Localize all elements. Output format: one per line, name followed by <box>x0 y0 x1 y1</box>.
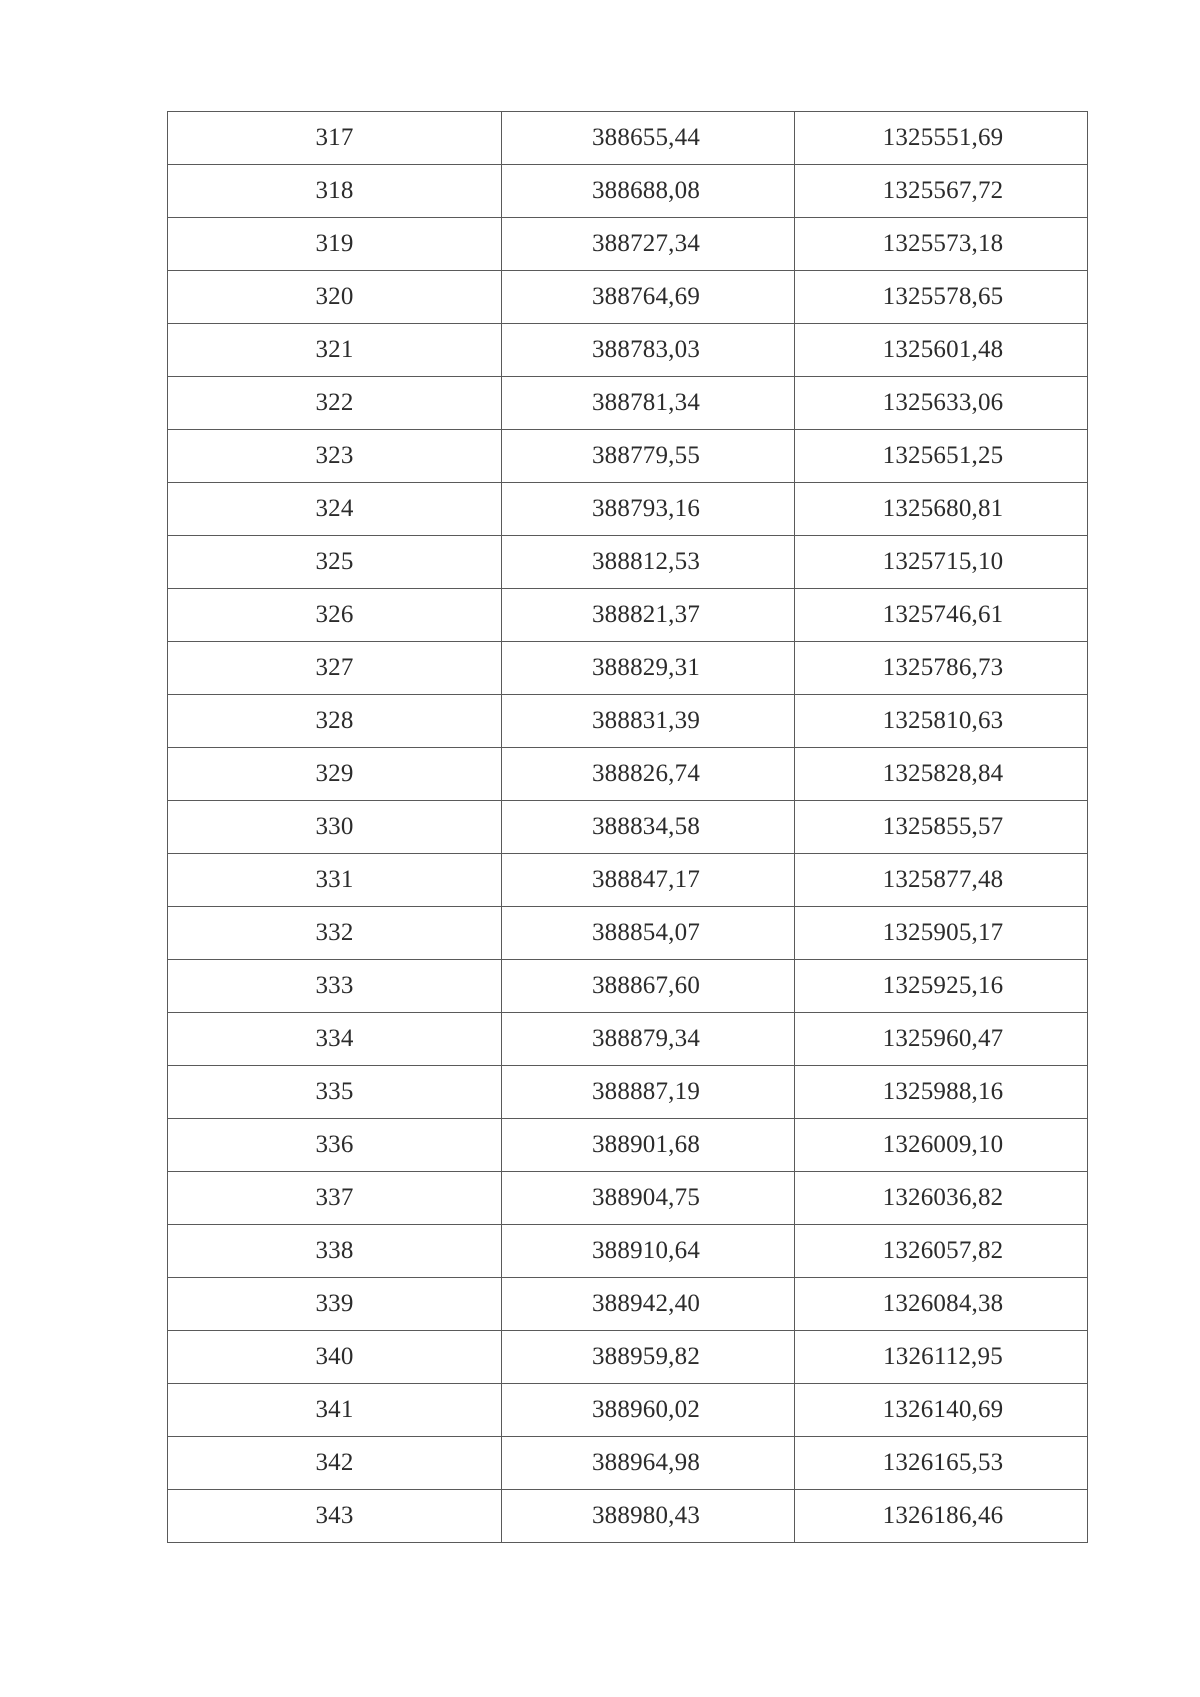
y-coordinate-cell: 1325925,16 <box>795 960 1088 1013</box>
x-coordinate-cell: 388854,07 <box>502 907 795 960</box>
y-coordinate-cell: 1325877,48 <box>795 854 1088 907</box>
point-number-cell: 329 <box>168 748 502 801</box>
x-coordinate-cell: 388960,02 <box>502 1384 795 1437</box>
point-number-cell: 330 <box>168 801 502 854</box>
point-number-cell: 322 <box>168 377 502 430</box>
point-number-cell: 332 <box>168 907 502 960</box>
point-number-cell: 338 <box>168 1225 502 1278</box>
x-coordinate-cell: 388834,58 <box>502 801 795 854</box>
point-number-cell: 331 <box>168 854 502 907</box>
y-coordinate-cell: 1326140,69 <box>795 1384 1088 1437</box>
y-coordinate-cell: 1325578,65 <box>795 271 1088 324</box>
y-coordinate-cell: 1326009,10 <box>795 1119 1088 1172</box>
table-row <box>168 112 1088 165</box>
table-row <box>168 960 1088 1013</box>
point-number-cell: 343 <box>168 1490 502 1543</box>
x-coordinate-cell: 388655,44 <box>502 112 795 165</box>
y-coordinate-cell: 1325988,16 <box>795 1066 1088 1119</box>
y-coordinate-cell: 1325905,17 <box>795 907 1088 960</box>
point-number-cell: 323 <box>168 430 502 483</box>
y-coordinate-cell: 1326112,95 <box>795 1331 1088 1384</box>
x-coordinate-cell: 388847,17 <box>502 854 795 907</box>
x-coordinate-cell: 388764,69 <box>502 271 795 324</box>
point-number-cell: 321 <box>168 324 502 377</box>
x-coordinate-cell: 388829,31 <box>502 642 795 695</box>
table-row <box>168 1384 1088 1437</box>
y-coordinate-cell: 1326036,82 <box>795 1172 1088 1225</box>
table-row <box>168 218 1088 271</box>
y-coordinate-cell: 1326186,46 <box>795 1490 1088 1543</box>
table-row <box>168 695 1088 748</box>
table-row <box>168 1490 1088 1543</box>
point-number-cell: 334 <box>168 1013 502 1066</box>
table-row <box>168 536 1088 589</box>
x-coordinate-cell: 388959,82 <box>502 1331 795 1384</box>
y-coordinate-cell: 1325567,72 <box>795 165 1088 218</box>
table-row <box>168 324 1088 377</box>
x-coordinate-cell: 388781,34 <box>502 377 795 430</box>
table-row <box>168 801 1088 854</box>
table-row <box>168 854 1088 907</box>
x-coordinate-cell: 388793,16 <box>502 483 795 536</box>
point-number-cell: 327 <box>168 642 502 695</box>
x-coordinate-cell: 388688,08 <box>502 165 795 218</box>
point-number-cell: 341 <box>168 1384 502 1437</box>
table-row <box>168 1278 1088 1331</box>
point-number-cell: 326 <box>168 589 502 642</box>
point-number-cell: 337 <box>168 1172 502 1225</box>
point-number-cell: 317 <box>168 112 502 165</box>
table-row <box>168 907 1088 960</box>
y-coordinate-cell: 1325855,57 <box>795 801 1088 854</box>
table-row <box>168 1331 1088 1384</box>
y-coordinate-cell: 1325633,06 <box>795 377 1088 430</box>
y-coordinate-cell: 1326057,82 <box>795 1225 1088 1278</box>
x-coordinate-cell: 388879,34 <box>502 1013 795 1066</box>
point-number-cell: 320 <box>168 271 502 324</box>
table-row <box>168 642 1088 695</box>
x-coordinate-cell: 388964,98 <box>502 1437 795 1490</box>
x-coordinate-cell: 388779,55 <box>502 430 795 483</box>
table-row <box>168 165 1088 218</box>
point-number-cell: 340 <box>168 1331 502 1384</box>
x-coordinate-cell: 388901,68 <box>502 1119 795 1172</box>
y-coordinate-cell: 1326084,38 <box>795 1278 1088 1331</box>
x-coordinate-cell: 388887,19 <box>502 1066 795 1119</box>
table-row <box>168 1437 1088 1490</box>
table-row <box>168 1119 1088 1172</box>
x-coordinate-cell: 388867,60 <box>502 960 795 1013</box>
x-coordinate-cell: 388826,74 <box>502 748 795 801</box>
point-number-cell: 319 <box>168 218 502 271</box>
x-coordinate-cell: 388821,37 <box>502 589 795 642</box>
x-coordinate-cell: 388904,75 <box>502 1172 795 1225</box>
point-number-cell: 318 <box>168 165 502 218</box>
table-row <box>168 1066 1088 1119</box>
y-coordinate-cell: 1325573,18 <box>795 218 1088 271</box>
x-coordinate-cell: 388910,64 <box>502 1225 795 1278</box>
table-row <box>168 1172 1088 1225</box>
coordinates-table <box>167 111 1088 1543</box>
x-coordinate-cell: 388812,53 <box>502 536 795 589</box>
y-coordinate-cell: 1325746,61 <box>795 589 1088 642</box>
table-row <box>168 1013 1088 1066</box>
x-coordinate-cell: 388783,03 <box>502 324 795 377</box>
y-coordinate-cell: 1325601,48 <box>795 324 1088 377</box>
table-row <box>168 748 1088 801</box>
y-coordinate-cell: 1325786,73 <box>795 642 1088 695</box>
point-number-cell: 333 <box>168 960 502 1013</box>
y-coordinate-cell: 1325551,69 <box>795 112 1088 165</box>
table-row <box>168 430 1088 483</box>
y-coordinate-cell: 1326165,53 <box>795 1437 1088 1490</box>
table-row <box>168 589 1088 642</box>
y-coordinate-cell: 1325715,10 <box>795 536 1088 589</box>
table-row <box>168 483 1088 536</box>
table-row <box>168 271 1088 324</box>
point-number-cell: 336 <box>168 1119 502 1172</box>
table-row <box>168 377 1088 430</box>
point-number-cell: 342 <box>168 1437 502 1490</box>
table-row <box>168 1225 1088 1278</box>
x-coordinate-cell: 388942,40 <box>502 1278 795 1331</box>
y-coordinate-cell: 1325651,25 <box>795 430 1088 483</box>
point-number-cell: 324 <box>168 483 502 536</box>
point-number-cell: 325 <box>168 536 502 589</box>
y-coordinate-cell: 1325960,47 <box>795 1013 1088 1066</box>
coordinates-table-body <box>168 112 1088 1543</box>
y-coordinate-cell: 1325810,63 <box>795 695 1088 748</box>
y-coordinate-cell: 1325680,81 <box>795 483 1088 536</box>
point-number-cell: 339 <box>168 1278 502 1331</box>
point-number-cell: 335 <box>168 1066 502 1119</box>
x-coordinate-cell: 388727,34 <box>502 218 795 271</box>
y-coordinate-cell: 1325828,84 <box>795 748 1088 801</box>
x-coordinate-cell: 388980,43 <box>502 1490 795 1543</box>
point-number-cell: 328 <box>168 695 502 748</box>
x-coordinate-cell: 388831,39 <box>502 695 795 748</box>
